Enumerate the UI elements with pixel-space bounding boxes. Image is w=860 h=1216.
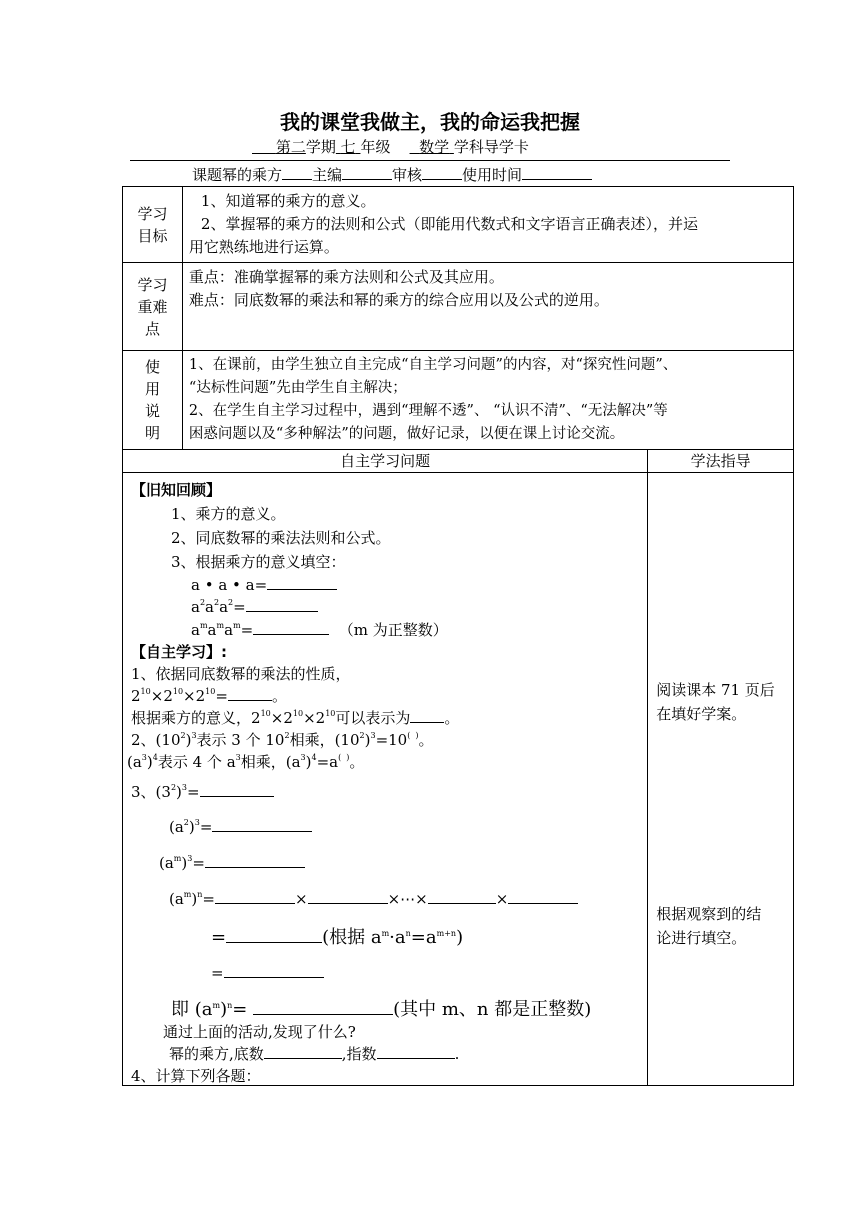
page-title: 我的课堂我做主，我的命运我把握 xyxy=(280,110,580,134)
answer-blank[interactable] xyxy=(200,782,274,797)
col-header-questions: 自主学习问题 xyxy=(123,450,648,473)
equals: = xyxy=(233,598,246,616)
text: (根据 a xyxy=(322,927,382,948)
guide-body xyxy=(648,473,793,1085)
base: 2 xyxy=(131,687,141,705)
self-study-s1b xyxy=(131,707,459,728)
answer-blank[interactable] xyxy=(224,963,324,978)
self-study-s1: 1、依据同底数幂的乘法的性质， xyxy=(131,665,351,683)
base: 2 xyxy=(315,709,326,727)
text: (其中 m、n 都是正整数) xyxy=(393,999,592,1020)
formula-note: （m 为正整数） xyxy=(338,621,448,639)
focus-text: 重点：准确掌握幂的乘方法则和公式及其应用。 xyxy=(188,268,504,286)
text: ) xyxy=(220,999,228,1020)
semester-suffix: 学期 xyxy=(305,138,336,156)
text: 幂的乘方,底数 xyxy=(169,1045,264,1063)
text: ·a xyxy=(389,927,406,948)
exp: m xyxy=(199,621,208,630)
text: ,指数 xyxy=(341,1045,377,1063)
period: 。 xyxy=(444,709,460,727)
base: a xyxy=(191,598,200,616)
usage-label-line: 明 xyxy=(144,424,160,442)
usage-content xyxy=(182,351,793,450)
formula-text: a • a • a= xyxy=(191,576,268,594)
time-blank[interactable] xyxy=(522,165,592,180)
study-guide-table xyxy=(122,186,794,1086)
review-q2: 2、同底数幂的乘法法则和公式。 xyxy=(171,529,391,547)
goal-item: 2、掌握幂的乘方的法则和公式（即能用代数式和文字语言正确表述），并运 xyxy=(200,215,698,233)
answer-blank[interactable] xyxy=(264,1044,342,1059)
usage-label xyxy=(123,351,183,450)
exp: 10 xyxy=(140,687,151,696)
time-label: 使用时间 xyxy=(462,166,523,184)
subject-value: 数学 xyxy=(419,138,450,156)
self-study-s3-line4: $(a^m)^n=$ × ×⋯× × xyxy=(169,889,578,908)
base: 2 xyxy=(195,687,206,705)
semester-value: 第二 xyxy=(275,138,306,156)
answer-blank[interactable] xyxy=(253,1000,393,1015)
exp: m xyxy=(216,621,225,630)
times: × xyxy=(183,687,196,705)
text: 2、(10 xyxy=(131,731,181,749)
text: ) xyxy=(185,731,192,749)
answer-blank[interactable] xyxy=(267,575,337,590)
text: (a xyxy=(159,854,174,872)
guide-note-2: 根据观察到的结 xyxy=(656,905,762,923)
exp: n xyxy=(405,929,411,938)
self-study-s2: 2、$(10^2)^3$表示 3 个 $10^2$相乘，$(10^2)^3=10^{( )}$。 xyxy=(131,731,434,749)
base: a xyxy=(224,621,234,639)
text: = xyxy=(187,783,200,801)
guide-cell xyxy=(648,473,794,1086)
review-heading: 【旧知回顾】 xyxy=(131,481,222,499)
keypoints-row xyxy=(123,263,794,351)
self-study-q4: 4、计算下列各题： xyxy=(131,1067,261,1085)
goals-row xyxy=(123,187,794,263)
answer-blank[interactable] xyxy=(212,817,312,832)
answer-blank[interactable] xyxy=(215,889,295,904)
period: 。 xyxy=(271,687,287,705)
text: 。 xyxy=(349,753,365,771)
text: ) xyxy=(146,753,153,771)
times: × xyxy=(150,687,164,705)
text: = xyxy=(211,927,227,948)
self-study-s1-expr xyxy=(131,685,287,706)
self-study-s3-line5 xyxy=(211,923,463,949)
text: ) xyxy=(191,890,198,908)
text: 相乘，(a xyxy=(240,753,301,771)
base: 2 xyxy=(283,709,293,727)
self-study-heading: 【自主学习】: xyxy=(131,643,227,661)
base: a xyxy=(191,621,200,639)
header-divider xyxy=(130,160,730,161)
answer-blank[interactable] xyxy=(205,853,305,868)
text: 。 xyxy=(418,731,434,749)
exp: 10 xyxy=(260,709,271,718)
self-study-s3-line6 xyxy=(211,963,324,982)
conclusion-line: 即 $(a^m)^n=$ (其中 m、n 都是正整数) xyxy=(171,999,592,1020)
self-study-s2b: $(a^3)^4$表示 4 个 $a^3$相乘，$(a^3)^4=a^{( )}$。 xyxy=(127,753,365,771)
base: 2 xyxy=(251,709,261,727)
column-header-row xyxy=(123,450,794,473)
answer-blank[interactable] xyxy=(246,597,318,612)
keypoints-content xyxy=(182,263,793,351)
goals-label-line: 学习 xyxy=(137,204,168,223)
text: = xyxy=(199,818,213,836)
base: 2 xyxy=(163,687,173,705)
goal-item-cont: 用它熟练地进行运算。 xyxy=(188,238,339,256)
text: × xyxy=(495,890,509,908)
usage-line: 困惑问题以及“多种解法”的问题，做好记录，以便在课上讨论交流。 xyxy=(188,426,625,442)
usage-label-line: 使 xyxy=(144,358,160,376)
text: ×⋯× xyxy=(387,890,428,908)
questions-cell xyxy=(123,473,648,1086)
text: ) xyxy=(176,783,182,801)
keypoints-label-line: 学习 xyxy=(137,275,168,294)
self-study-s3-line1: 3、$(3^2)^3=$ xyxy=(131,781,274,802)
equals: = xyxy=(215,687,228,705)
questions-body xyxy=(123,473,647,1085)
exp: m+n xyxy=(436,929,457,938)
text: = xyxy=(232,999,248,1020)
text: (a xyxy=(169,890,184,908)
usage-row xyxy=(123,351,794,450)
col-header-guide: 学法指导 xyxy=(648,450,794,473)
base: a xyxy=(205,598,214,616)
text: = xyxy=(211,964,224,982)
text: 表示 4 个 a xyxy=(157,753,236,771)
review-formula-2 xyxy=(191,597,318,616)
text: × xyxy=(294,890,308,908)
usage-line: 2、在学生自主学习过程中，遇到“理解不透”、 “认识不清”、“无法解决”等 xyxy=(188,403,668,419)
exp: m xyxy=(233,621,241,630)
goals-label xyxy=(123,187,183,263)
answer-blank[interactable] xyxy=(253,620,329,635)
study-content-row xyxy=(123,473,794,1086)
text: ) xyxy=(364,731,371,749)
text: ) xyxy=(181,854,188,872)
topic-line xyxy=(192,164,592,185)
rule-line xyxy=(169,1043,459,1064)
text: =10 xyxy=(375,731,408,749)
usage-label-line: 用 xyxy=(144,380,160,398)
exp: 10 xyxy=(292,709,304,718)
text: = xyxy=(202,890,215,908)
answer-blank[interactable] xyxy=(226,928,322,943)
text: 根据乘方的意义， xyxy=(131,709,252,727)
text: 即 (a xyxy=(171,999,213,1020)
answer-blank[interactable] xyxy=(228,686,272,701)
guide-note-1: 在填好学案。 xyxy=(656,705,747,723)
subject-suffix: 学科导学卡 xyxy=(453,138,529,156)
text: 可以表示为 xyxy=(335,709,411,727)
course-info-line xyxy=(252,136,529,157)
guide-note-2: 论进行填空。 xyxy=(656,929,747,947)
text: 表示 3 个 10 xyxy=(196,731,285,749)
exp: 10 xyxy=(325,709,336,718)
goal-item: 1、知道幂的乘方的意义。 xyxy=(200,192,376,210)
text: ) xyxy=(456,927,464,948)
review-q3: 3、根据乘方的意义填空： xyxy=(171,553,346,571)
review-q1: 1、乘方的意义。 xyxy=(171,505,286,523)
keypoints-label-line: 点 xyxy=(144,319,160,338)
topic-label: 课题幂的乘方 xyxy=(192,166,283,184)
usage-label-line: 说 xyxy=(144,402,160,420)
usage-line: “达标性问题”先由学生自主解决； xyxy=(188,380,407,396)
discovery-question: 通过上面的活动,发现了什么? xyxy=(163,1023,356,1041)
exp: 2 xyxy=(199,598,206,607)
keypoints-label xyxy=(123,263,183,351)
text: ) xyxy=(188,818,195,836)
exp: 10 xyxy=(205,687,216,696)
review-formula-3 xyxy=(191,619,448,640)
times: × xyxy=(270,709,284,727)
exp: 2 xyxy=(214,598,220,607)
text: . xyxy=(454,1045,460,1063)
exp: 2 xyxy=(228,598,234,607)
grade-suffix: 年级 xyxy=(360,138,391,156)
reviewer-blank[interactable] xyxy=(422,165,462,180)
self-study-s3-line3: $(a^m)^3=$ xyxy=(159,853,305,872)
goals-label-line: 目标 xyxy=(137,226,168,245)
answer-blank[interactable] xyxy=(308,889,388,904)
exp: 10 xyxy=(172,687,184,696)
text: 相乘，(10 xyxy=(289,731,360,749)
usage-line: 1、在课前，由学生独立自主完成“自主学习问题”的内容，对“探究性问题”、 xyxy=(188,357,678,373)
text: =a xyxy=(410,927,437,948)
keypoints-label-line: 重难 xyxy=(137,297,168,316)
grade-value: 七 xyxy=(340,138,356,156)
review-formula-1 xyxy=(191,575,337,594)
times: × xyxy=(303,709,316,727)
editor-blank[interactable] xyxy=(342,165,392,180)
answer-blank[interactable] xyxy=(410,708,444,723)
text: 3、(3 xyxy=(131,783,171,801)
answer-blank[interactable] xyxy=(377,1044,455,1059)
goals-content xyxy=(182,187,793,263)
base: a xyxy=(207,621,217,639)
text: =a xyxy=(316,753,339,771)
text: = xyxy=(192,854,205,872)
answer-blank[interactable] xyxy=(508,889,578,904)
answer-blank[interactable] xyxy=(428,889,496,904)
exp: m xyxy=(381,929,390,938)
text: (a xyxy=(127,753,142,771)
topic-blank[interactable] xyxy=(282,165,312,180)
text: ) xyxy=(305,753,312,771)
difficulty-text: 难点：同底数幂的乘法和幂的乘方的综合应用以及公式的逆用。 xyxy=(188,291,609,309)
reviewer-label: 审核 xyxy=(392,166,423,184)
editor-label: 主编 xyxy=(312,166,343,184)
guide-note-1: 阅读课本 71 页后 xyxy=(656,681,775,699)
equals: = xyxy=(240,621,254,639)
self-study-s3-line2: $(a^2)^3=$ xyxy=(169,817,312,836)
base: a xyxy=(219,598,229,616)
text: (a xyxy=(169,818,184,836)
